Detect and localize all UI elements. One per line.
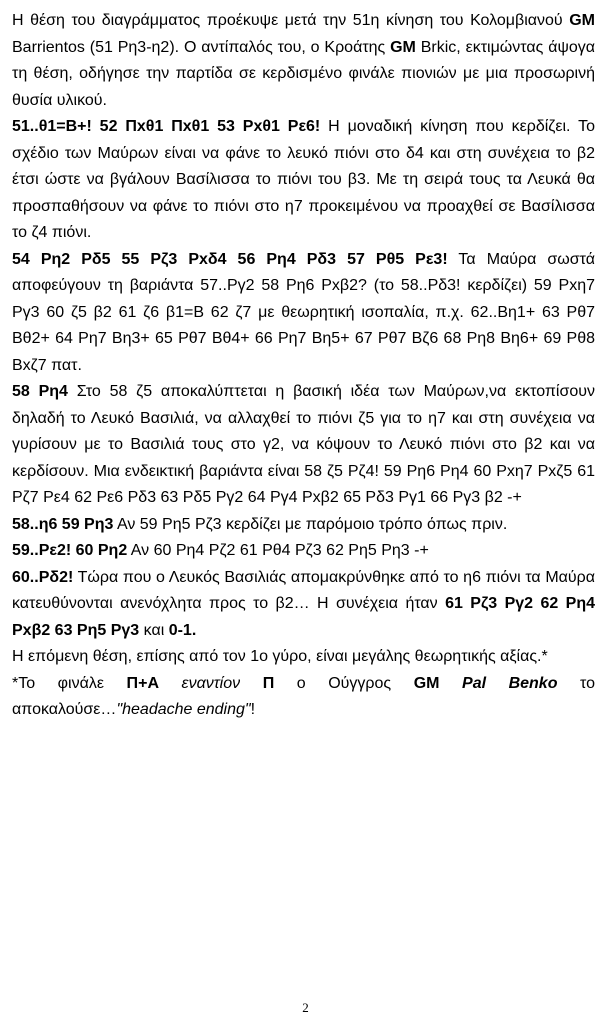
text-run: ο Ούγγρος <box>274 674 414 692</box>
text-run: εναντίον <box>159 674 263 692</box>
text-run: 58 Ρη4 <box>12 383 68 400</box>
text-run: Π+Α <box>126 674 159 692</box>
text-run: και <box>139 621 169 639</box>
text-run: Αν 60 Ρη4 Ρζ2 61 Ρθ4 Ρζ3 62 Ρη5 Ρη3 -+ <box>127 542 429 559</box>
paragraph-move-51 <box>12 114 595 247</box>
text-run: Αν 59 Ρη5 Ρζ3 κερδίζει με παρόμοιο τρόπο όπως πριν. <box>113 515 508 533</box>
text-run: *Το φινάλε <box>12 674 127 692</box>
text-run <box>439 675 462 692</box>
text-run: GM <box>569 12 595 29</box>
paragraph-next-position <box>12 644 595 671</box>
text-run: 51..θ1=Β+! 52 Πxθ1 Πxθ1 53 Ρxθ1 Ρε6! <box>12 118 321 135</box>
text-run: "headache ending" <box>116 701 251 718</box>
text-run: 61 Ρζ3 Ργ2 62 Ρη4 Ρxβ2 63 Ρη5 Ργ3 <box>12 595 595 639</box>
text-run: Π <box>262 674 275 692</box>
paragraph-move-58 <box>12 379 595 512</box>
paragraph-move-58-h6 <box>12 512 595 539</box>
page-number: 2 <box>302 1000 309 1015</box>
text-run: GM <box>390 38 416 56</box>
text-run: Στο 58 ζ5 αποκαλύπτεται η βασική ιδέα των Μαύρων,να εκτοπίσουν δηλαδή το Λευκό Βασιλιά, να αλλαχθεί το πιόνι ζ5 για το η7 και στη συνέχεια να γυρίσουν με το Βασιλιά τους στο γ2, να κόψουν το Λευκό πιόνι στο β2 και να κερδίσουν. Μια ενδεικτική βαριάντα είναι 58 ζ5 Ρζ4! 59 Ρη6 Ρη4 60 Ρxη7 Ρxζ5 61 Ρζ7 Ρε4 62 Ρε6 Ρδ3 63 Ρδ5 Ργ2 64 Ργ4 Ρxβ2 65 Ρδ3 Ργ1 66 Ργ3 β2 -+ <box>12 383 595 506</box>
text-run: ! <box>250 701 256 718</box>
paragraph-move-59 <box>12 538 595 565</box>
text-run: Η επόμενη θέση, επίσης από τον 1ο γύρο, είναι μεγάλης θεωρητικής αξίας.* <box>12 648 548 665</box>
paragraph-move-60 <box>12 565 595 645</box>
paragraph-intro <box>12 8 595 114</box>
paragraph-footnote <box>12 671 595 724</box>
text-run: 58..η6 59 Ρη3 <box>12 515 114 533</box>
text-run: Brkic, εκτιμώντας άψογα τη θέση, οδήγησε την παρτίδα σε κερδισμένο φινάλε πιονιών με μια προσωρινή θυσία υλικού. <box>12 38 595 109</box>
text-run: 54 Ρη2 Ρδ5 55 Ρζ3 Ρxδ4 56 Ρη4 Ρδ3 57 Ρθ5 Ρε3! <box>12 250 448 268</box>
text-run: Pal Benko <box>462 674 558 692</box>
text-run: το αποκαλούσε… <box>12 674 596 718</box>
text-run: Barrientos (51 Ρη3-η2). Ο αντίπαλός του, ο Κροάτης <box>12 38 391 56</box>
text-run: GM <box>413 674 440 692</box>
text-run: 60..Ρδ2! <box>12 568 74 586</box>
text-run: Η μοναδική κίνηση που κερδίζει. Το σχέδιο των Μαύρων είναι να φάνε το λευκό πιόνι στο δ4 και στη συνέχεια το β2 έτσι ώστε να βγάλουν Βασίλισσα το πιόνι του β3. Με τη σειρά τους τα Λευκά θα προσπαθήσουν να φάνε το πιόνι στο η7 προκειμένου να προαχθεί σε Βασίλισσα το ζ4 πιόνι. <box>12 118 595 241</box>
text-run: 0-1. <box>168 621 197 639</box>
document-page <box>12 8 595 724</box>
text-run: 59..Ρε2! 60 Ρη2 <box>12 542 128 559</box>
text-run: Τα Μαύρα σωστά αποφεύγουν τη βαριάντα 57..Ργ2 58 Ρη6 Ρxβ2? (το 58..Ρδ3! κερδίζει) 59 Ρxη7 Ργ3 60 ζ5 β2 61 ζ6 β1=Β 62 ζ7 με θεωρητική ισοπαλία, π.χ. 62..Βη1+ 63 Ρθ7 Βθ2+ 64 Ρη7 Βη3+ 65 Ρθ7 Βθ4+ 66 Ρη7 Βη5+ 67 Ρθ7 Βζ6 68 Ρη8 Βη6+ 69 Ρθ8 Βxζ7 πατ. <box>12 250 596 374</box>
paragraph-move-54 <box>12 247 595 380</box>
text-run: Τώρα που ο Λευκός Βασιλιάς απομακρύνθηκε από το η6 πιόνι τα Μαύρα κατευθύνονται ανενόχλητα προς το β2… Η συνέχεια ήταν <box>12 568 595 612</box>
text-run: Η θέση του διαγράμματος προέκυψε μετά την 51η κίνηση του Κολομβιανού <box>12 12 570 29</box>
